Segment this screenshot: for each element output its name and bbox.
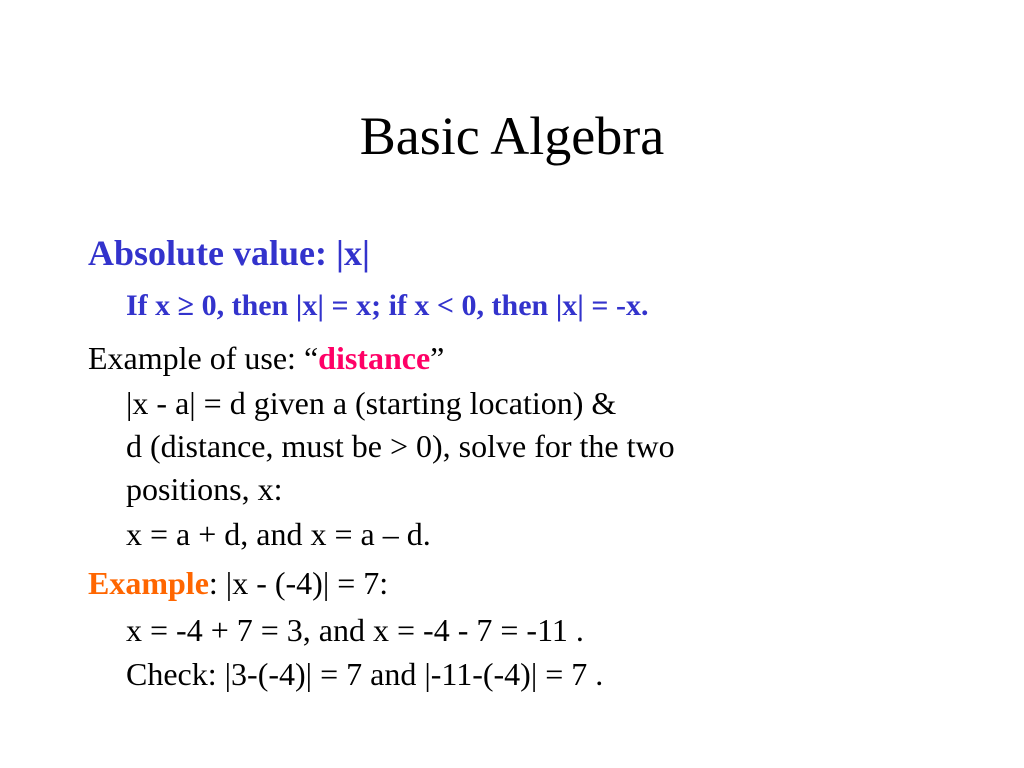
example-line (88, 563, 388, 603)
absolute-value-heading: Absolute value: |x| (88, 233, 370, 273)
slide-title: Basic Algebra (359, 106, 665, 166)
body-line-solutions: x = a + d, and x = a – d. (126, 516, 431, 552)
example-of-use-line (88, 338, 444, 378)
example-label: Example (88, 565, 209, 601)
body-line-distance: d (distance, must be > 0), solve for the two (126, 428, 675, 464)
example-of-use-prefix: Example of use: “ (88, 340, 319, 376)
example-solution-line: x = -4 + 7 = 3, and x = -4 - 7 = -11 . (126, 612, 584, 648)
example-of-use-suffix: ” (430, 340, 445, 376)
distance-keyword: distance (318, 340, 431, 376)
example-equation: : |x - (-4)| = 7: (208, 565, 389, 601)
body-line-equation: |x - a| = d given a (starting location) & (126, 385, 617, 421)
example-check-line: Check: |3-(-4)| = 7 and |-11-(-4)| = 7 . (126, 656, 604, 692)
body-line-positions: positions, x: (126, 471, 283, 507)
absolute-value-definition: If x ≥ 0, then |x| = x; if x < 0, then |x| = -x. (126, 289, 649, 322)
